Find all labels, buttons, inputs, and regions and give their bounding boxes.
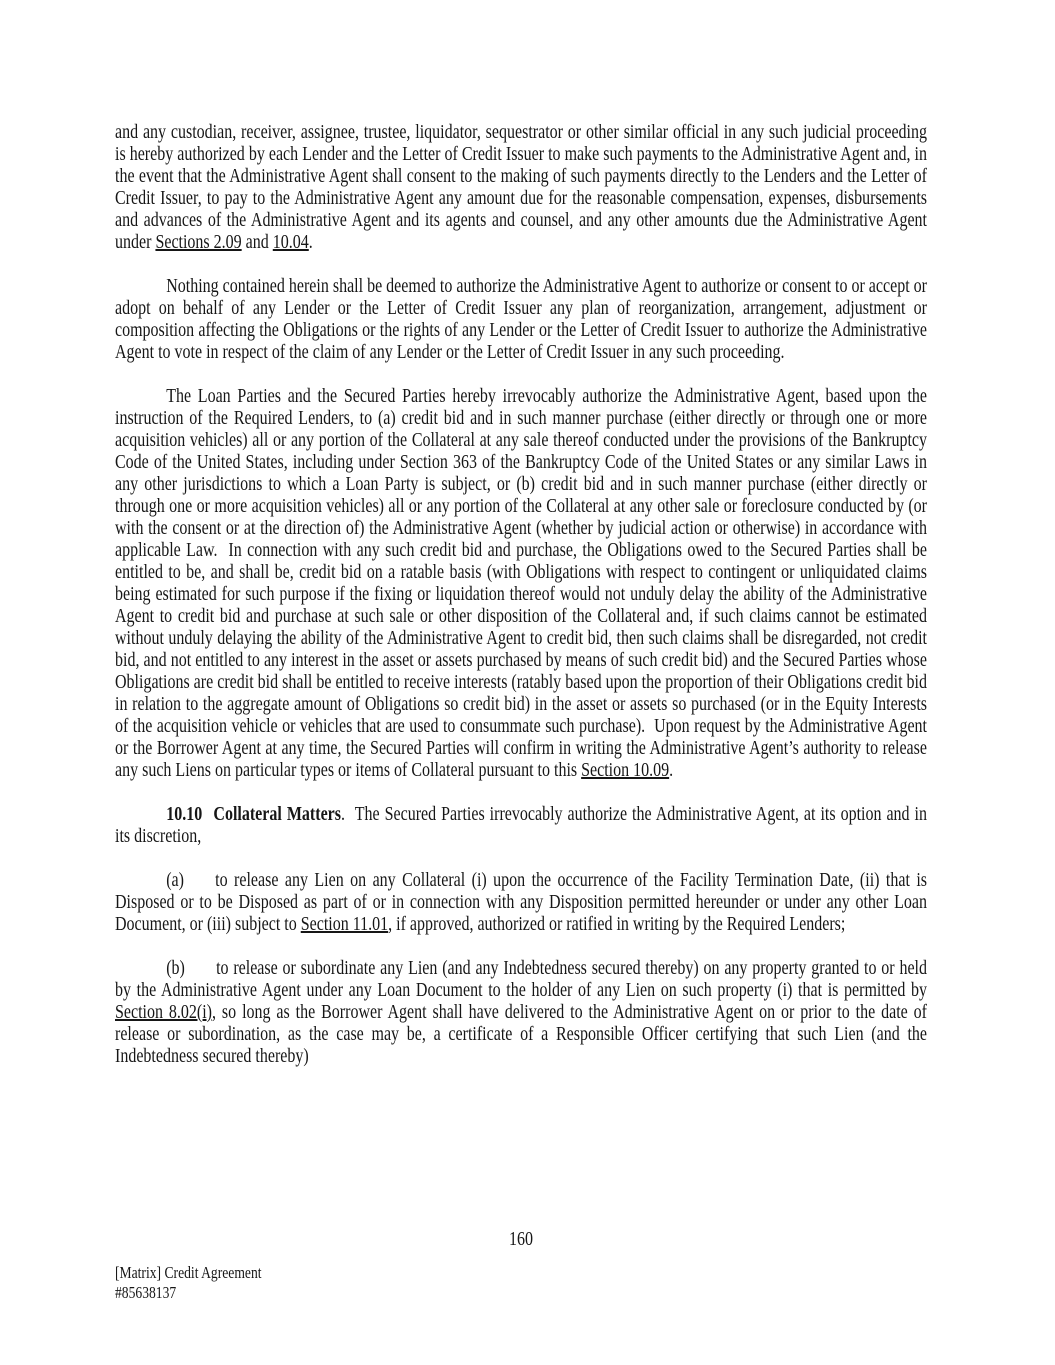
section-ref-11-01: Section 11.01 — [300, 913, 389, 935]
paragraph-no-authorization — [115, 275, 927, 363]
footer-doc-name: [Matrix] Credit Agreement — [115, 1263, 262, 1282]
paragraph-text: to release any Lien on any Collateral (i) upon the occurrence of the Facility Termination Date, (ii) that is Disposed or to be Disposed as part of or in connection with any Disposition permitted hereunder or under any other Loan Document, or (iii) subject to — [115, 869, 928, 935]
page-number: 160 — [509, 1228, 533, 1250]
paragraph-text: and — [241, 231, 273, 253]
document-footer — [115, 1263, 927, 1303]
section-ref-10-09: Section 10.09 — [581, 759, 670, 781]
paragraph-text: to release or subordinate any Lien (and any Indebtedness secured thereby) on any property granted to or held by the Administrative Agent under any Loan Document to the holder of any Lien on such property (i) that is permitted by — [115, 957, 927, 1001]
section-heading: Collateral Matters — [213, 803, 342, 825]
paragraph-text: , so long as the Borrower Agent shall have delivered to the Administrative Agent on or prior to the date of release or subordination, as the case may be, a certificate of a Responsible Officer certifying that such Lien (and the Indebtedness secured thereby) — [115, 1001, 927, 1067]
section-ref-8-02-i: Section 8.02(i) — [115, 1001, 213, 1023]
paragraph-text: The Loan Parties and the Secured Parties hereby irrevocably authorize the Administrative Agent, based upon the instruction of the Required Lenders, to (a) credit bid and in such manner purchase (either directly or through one or more acquisition vehicles) all or any portion of the Collateral at any sale thereof conducted under the provisions of the Bankruptcy Code of the United States, including under Section 363 of the Bankruptcy Code of the United States or any similar Laws in any other jurisdictions to which a Loan Party is subject, or (b) credit bid and in such manner purchase (either directly or through one or more acquisition vehicles) all or any portion of the Collateral at any other sale or foreclosure conducted by (or with the consent or at the direction of) the Administrative Agent (whether by judicial action or otherwise) in accordance with applicable Law. In connection with any such credit bid and purchase, the Obligations owed to the Secured Parties shall be entitled to be, and shall be, credit bid on a ratable basis (with Obligations with respect to contingent or unliquidated claims being estimated for such purpose if the fixing or liquidation thereof would not unduly delay the ability of the Administrative Agent to credit bid and purchase at such sale or other disposition of the Collateral and, if such claims cannot be estimated without unduly delaying the ability of the Administrative Agent to credit bid, then such claims shall be disregarded, not credit bid, and not entitled to any interest in the asset or assets purchased by means of such credit bid) and the Secured Parties whose Obligations are credit bid shall be entitled to receive interests (ratably based upon the proportion of their Obligations credit bid in relation to the aggregate amount of Obligations so credit bid) in the asset or assets so purchased (or in the Equity Interests of the acquisition vehicle or vehicles that are used to consummate such purchase). Upon request by the Administrative Agent or the Borrower Agent at any time, the Secured Parties will confirm in writing the Administrative Agent’s authority to release any such Liens on particular types or items of Collateral pursuant to this — [115, 385, 927, 781]
section-ref-10-04: 10.04 — [272, 231, 309, 253]
paragraph-text: . — [669, 759, 674, 781]
paragraph-text: , if approved, authorized or ratified in writing by the Required Lenders; — [388, 913, 846, 935]
clause-label: (b) — [166, 957, 185, 979]
paragraph-text: . — [308, 231, 313, 253]
clause-b — [115, 957, 927, 1067]
paragraph-text: and any custodian, receiver, assignee, trustee, liquidator, sequestrator or other similar official in any such judicial proceeding is hereby authorized by each Lender and the Letter of Credit Issuer to make such payments to the Administrative Agent and, in the event that the Administrative Agent shall consent to the making of such payments directly to the Lenders and the Letter of Credit Issuer, to pay to the Administrative Agent any amount due for the reasonable compensation, expenses, disbursements and advances of the Administrative Agent and its agents and counsel, and any other amounts due the Administrative Agent under — [115, 121, 927, 253]
section-number: 10.10 — [166, 803, 203, 825]
paragraph-agent-payments — [115, 121, 927, 253]
clause-a — [115, 869, 927, 935]
section-ref-2-09: Sections 2.09 — [155, 231, 242, 253]
paragraph-text: Nothing contained herein shall be deemed to authorize the Administrative Agent to authorize or consent to or accept or adopt on behalf of any Lender or the Letter of Credit Issuer any plan of reorganization, arrangement, adjustment or composition affecting the Obligations or the rights of any Lender or the Letter of Credit Issuer to authorize the Administrative Agent to vote in respect of the claim of any Lender or the Letter of Credit Issuer in any such proceeding. — [115, 275, 927, 363]
document-body — [115, 121, 927, 1089]
clause-label: (a) — [166, 869, 184, 891]
paragraph-credit-bid — [115, 385, 927, 781]
footer-doc-id: #85638137 — [115, 1283, 177, 1302]
paragraph-text: . The Secured Parties irrevocably authorize the Administrative Agent, at its option and in its discretion, — [115, 803, 927, 847]
section-10-10-collateral-matters — [115, 803, 927, 847]
